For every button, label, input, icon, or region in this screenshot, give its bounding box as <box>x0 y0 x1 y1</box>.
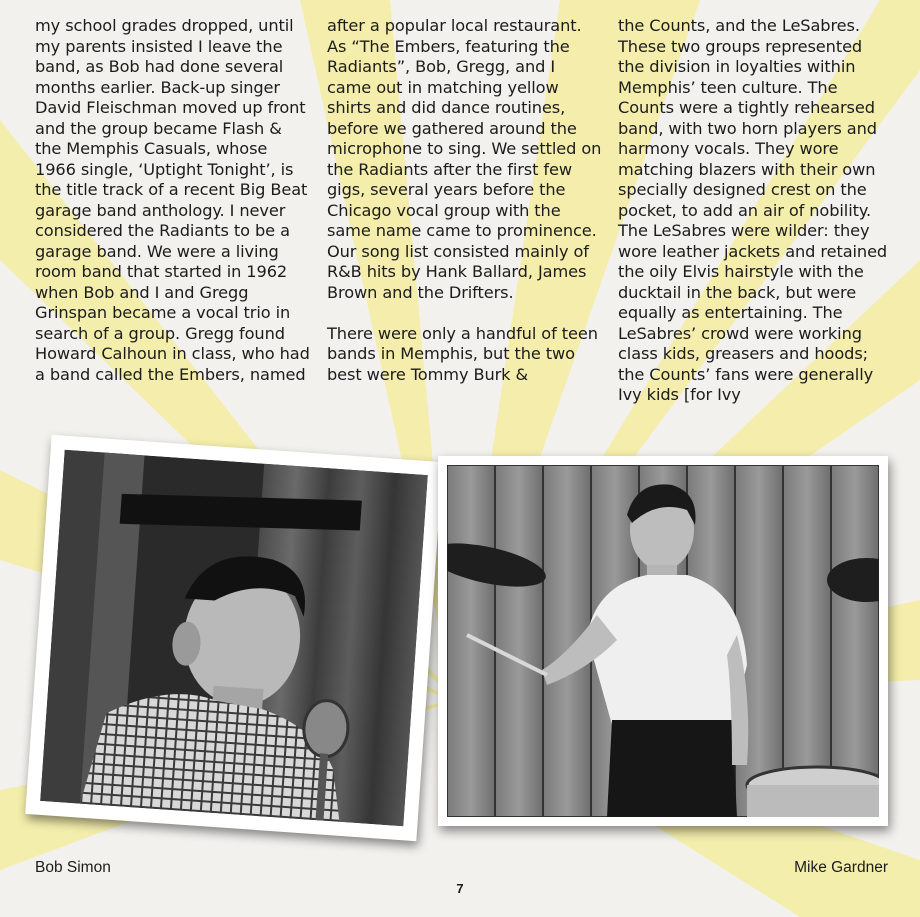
photo-mike-gardner <box>438 456 888 826</box>
photo-bob-simon <box>25 435 443 841</box>
text-column-3 <box>618 16 893 406</box>
photo-image <box>447 465 879 817</box>
photo-caption-right: Mike Gardner <box>794 859 888 876</box>
paragraph: my school grades dropped, until my parents insisted I leave the band, as Bob had done several months earlier. Back-up singer David Fleischman moved up front and the group became Flash & the Memphis Casuals, whose 1966 single, ‘Uptight Tonight’, is the title track of a recent Big Beat garage band anthology. I never considered the Radiants to be a garage band. We were a living room band that started in 1962 when Bob and I and Gregg Grinspan became a vocal trio in search of a group. Gregg found Howard Calhoun in class, who had a band called the Embers, named <box>35 16 310 384</box>
photo-image <box>40 450 428 827</box>
page-number: 7 <box>456 881 464 896</box>
paragraph: after a popular local restaurant. As “The Embers, featuring the Radiants”, Bob, Gregg, and I came out in matching yellow shirts and did dance routines, before we gathered around the microphone to sing. We settled on the Radiants after the first few gigs, several years before the Chicago vocal group with the same name came to prominence. Our song list consisted mainly of R&B hits by Hank Ballard, James Brown and the Drifters. <box>327 16 602 302</box>
text-column-2 <box>327 16 602 385</box>
paragraph: the Counts, and the LeSabres. These two groups represented the division in loyalties within Memphis’ teen culture. The Counts were a tightly rehearsed band, with two horn players and harmony vocals. They wore matching blazers with their own specially designed crest on the pocket, to add an air of nobility. The LeSabres were wilder: they wore leather jackets and retained the oily Elvis hairstyle with the ducktail in the back, but were equally as entertaining. The LeSabres’ crowd were working class kids, greasers and hoods; the Counts’ fans were generally Ivy kids [for Ivy <box>618 16 888 404</box>
text-column-1 <box>35 16 310 385</box>
paragraph: There were only a handful of teen bands in Memphis, but the two best were Tommy Burk & <box>327 323 598 384</box>
photo-caption-left: Bob Simon <box>35 859 111 876</box>
